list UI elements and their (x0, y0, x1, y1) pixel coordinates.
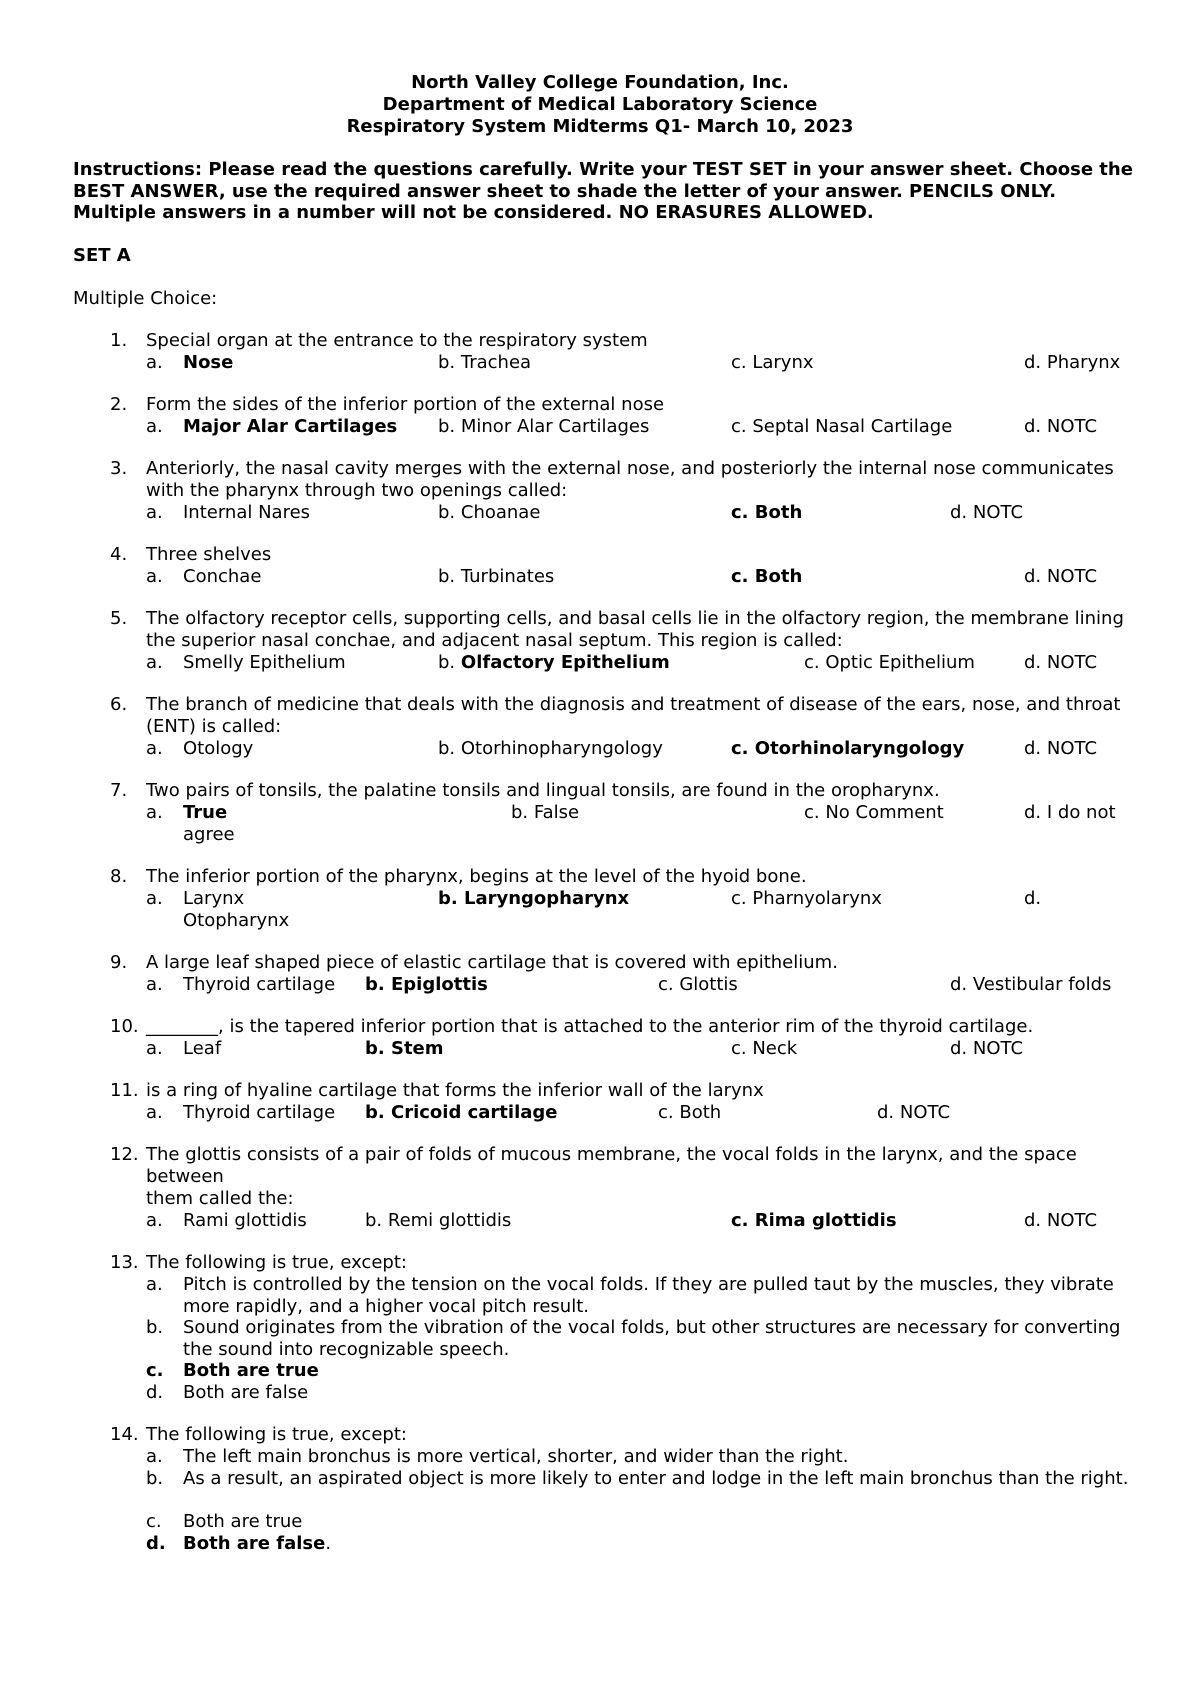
option-c: c. Both (731, 502, 803, 523)
option-b: b. Otorhinopharyngology (438, 738, 663, 759)
option-letter: a. (146, 352, 163, 373)
option-c: c. Glottis (658, 974, 738, 995)
option-letter: c. (146, 1511, 162, 1532)
option-letter: a. (146, 502, 163, 523)
option-c: c. Both (731, 566, 803, 587)
question-text: Special organ at the entrance to the respiratory system (146, 330, 648, 351)
option-b: b. Choanae (438, 502, 541, 523)
option-c: c. Neck (731, 1038, 798, 1059)
option-d: d. (1024, 888, 1042, 909)
option-d: d. I do not (1024, 802, 1116, 823)
question-text: The branch of medicine that deals with the diagnosis and treatment of disease of the ears, nose, and throat (ENT) is called: (146, 694, 1121, 737)
option-d: Both are false (183, 1382, 309, 1403)
question-text: ________, is the tapered inferior portion that is attached to the anterior rim of the thyroid cartilage. (146, 1016, 1034, 1037)
question-text-continued: them called the: (146, 1188, 294, 1209)
option-a: Smelly Epithelium (183, 652, 346, 673)
option-d: d. Vestibular folds (950, 974, 1112, 995)
question-number: 9. (110, 952, 128, 973)
question-text: Anteriorly, the nasal cavity merges with the external nose, and posteriorly the internal nose communicates with the pharynx through two openings called: (146, 458, 1114, 501)
option-letter: a. (146, 1102, 163, 1123)
option-d-text: Both are false (183, 1533, 326, 1554)
question-text: Form the sides of the inferior portion of the external nose (146, 394, 665, 415)
option-a: Leaf (183, 1038, 222, 1059)
option-a: Thyroid cartilage (183, 1102, 336, 1123)
option-d: d. NOTC (1024, 1210, 1098, 1231)
option-a: Pitch is controlled by the tension on the vocal folds. If they are pulled taut by the muscles, they vibrate more rapidly, and a higher vocal pitch result. (183, 1274, 1114, 1317)
option-c: c. Pharnyolarynx (731, 888, 882, 909)
option-a: The left main bronchus is more vertical, shorter, and wider than the right. (183, 1446, 849, 1467)
option-d: d. NOTC (950, 502, 1024, 523)
option-d-suffix: . (325, 1533, 332, 1554)
option-a: Rami glottidis (183, 1210, 307, 1231)
option-a: True (183, 802, 228, 823)
option-b: Sound originates from the vibration of the vocal folds, but other structures are necessary for converting the sound into recognizable speech. (183, 1317, 1121, 1360)
option-c: c. Septal Nasal Cartilage (731, 416, 953, 437)
option-a: Otology (183, 738, 254, 759)
question-number: 12. (110, 1144, 139, 1165)
option-d: d. NOTC (1024, 566, 1098, 587)
department-name: Department of Medical Laboratory Science (382, 94, 818, 115)
option-d-continued: agree (183, 824, 235, 845)
option-c: Both are true (183, 1511, 303, 1532)
option-letter: a. (146, 888, 163, 909)
option-letter: a. (146, 1274, 163, 1295)
option-letter: a. (146, 652, 163, 673)
question-number: 5. (110, 608, 128, 629)
option-letter: a. (146, 1038, 163, 1059)
option-letter: d. (146, 1533, 166, 1554)
option-b: As a result, an aspirated object is more likely to enter and lodge in the left main bronchus than the right. (183, 1468, 1129, 1489)
question-number: 11. (110, 1080, 139, 1101)
question-text: Two pairs of tonsils, the palatine tonsils and lingual tonsils, are found in the oropharynx. (146, 780, 940, 801)
option-c: c. No Comment (804, 802, 944, 823)
option-c: Both are true (183, 1360, 319, 1381)
option-a: Internal Nares (183, 502, 311, 523)
question-number: 10. (110, 1016, 139, 1037)
option-letter: a. (146, 802, 163, 823)
option-c: c. Otorhinolaryngology (731, 738, 965, 759)
option-letter: d. (146, 1382, 164, 1403)
question-number: 8. (110, 866, 128, 887)
question-number: 4. (110, 544, 128, 565)
option-d (183, 1533, 1138, 1555)
option-b: b. Stem (365, 1038, 444, 1059)
option-b (438, 652, 670, 674)
question-text: The following is true, except: (146, 1252, 407, 1273)
option-b: b. Minor Alar Cartilages (438, 416, 650, 437)
option-d: d. NOTC (1024, 738, 1098, 759)
option-d-continued: Otopharynx (183, 910, 290, 931)
set-label: SET A (73, 245, 131, 266)
option-a: Thyroid cartilage (183, 974, 336, 995)
question-text: A large leaf shaped piece of elastic cartilage that is covered with epithelium. (146, 952, 838, 973)
option-letter: c. (146, 1360, 164, 1381)
option-b: b. Remi glottidis (365, 1210, 512, 1231)
option-letter: a. (146, 566, 163, 587)
option-d: d. NOTC (1024, 416, 1098, 437)
option-a: Major Alar Cartilages (183, 416, 398, 437)
option-b: b. Laryngopharynx (438, 888, 630, 909)
option-c: c. Rima glottidis (731, 1210, 897, 1231)
exam-title: Respiratory System Midterms Q1- March 10, 2023 (346, 116, 854, 137)
question-text: The glottis consists of a pair of folds of mucous membrane, the vocal folds in the larynx, and the space between (146, 1144, 1077, 1187)
option-letter: a. (146, 1446, 163, 1467)
question-number: 14. (110, 1424, 139, 1445)
option-d: d. NOTC (877, 1102, 951, 1123)
question-number: 3. (110, 458, 128, 479)
question-text: Three shelves (146, 544, 272, 565)
question-text: The olfactory receptor cells, supporting cells, and basal cells lie in the olfactory region, the membrane lining the superior nasal conchae, and adjacent nasal septum. This region is called: (146, 608, 1124, 651)
question-number: 6. (110, 694, 128, 715)
option-letter: a. (146, 1210, 163, 1231)
option-letter: b. (146, 1317, 164, 1338)
option-c: c. Optic Epithelium (804, 652, 975, 673)
option-a: Nose (183, 352, 234, 373)
option-b-text: Olfactory Epithelium (460, 652, 670, 673)
option-b: b. False (511, 802, 580, 823)
option-b-letter: b. (438, 652, 456, 673)
question-text: is a ring of hyaline cartilage that forms the inferior wall of the larynx (146, 1080, 764, 1101)
option-letter: a. (146, 416, 163, 437)
option-d: d. NOTC (950, 1038, 1024, 1059)
section-label: Multiple Choice: (73, 288, 218, 309)
question-number: 13. (110, 1252, 139, 1273)
option-c: c. Both (658, 1102, 722, 1123)
option-b: b. Epiglottis (365, 974, 488, 995)
school-name: North Valley College Foundation, Inc. (411, 72, 789, 93)
option-b: b. Turbinates (438, 566, 555, 587)
question-text: The following is true, except: (146, 1424, 407, 1445)
option-letter: a. (146, 974, 163, 995)
option-a: Conchae (183, 566, 262, 587)
option-letter: b. (146, 1468, 164, 1489)
question-number: 1. (110, 330, 128, 351)
option-letter: a. (146, 738, 163, 759)
option-c: c. Larynx (731, 352, 814, 373)
option-b: b. Cricoid cartilage (365, 1102, 558, 1123)
option-d: d. Pharynx (1024, 352, 1121, 373)
question-number: 2. (110, 394, 128, 415)
option-a: Larynx (183, 888, 245, 909)
instructions: Instructions: Please read the questions carefully. Write your TEST SET in your answer sheet. Choose the BEST ANSWER, use the required answer sheet to shade the letter of your answer. PENCILS ONLY. Multiple answers in a number will not be considered. NO ERASURES ALLOWED. (73, 159, 1133, 223)
question-text: The inferior portion of the pharynx, begins at the level of the hyoid bone. (146, 866, 807, 887)
option-d: d. NOTC (1024, 652, 1098, 673)
option-b: b. Trachea (438, 352, 532, 373)
question-number: 7. (110, 780, 128, 801)
